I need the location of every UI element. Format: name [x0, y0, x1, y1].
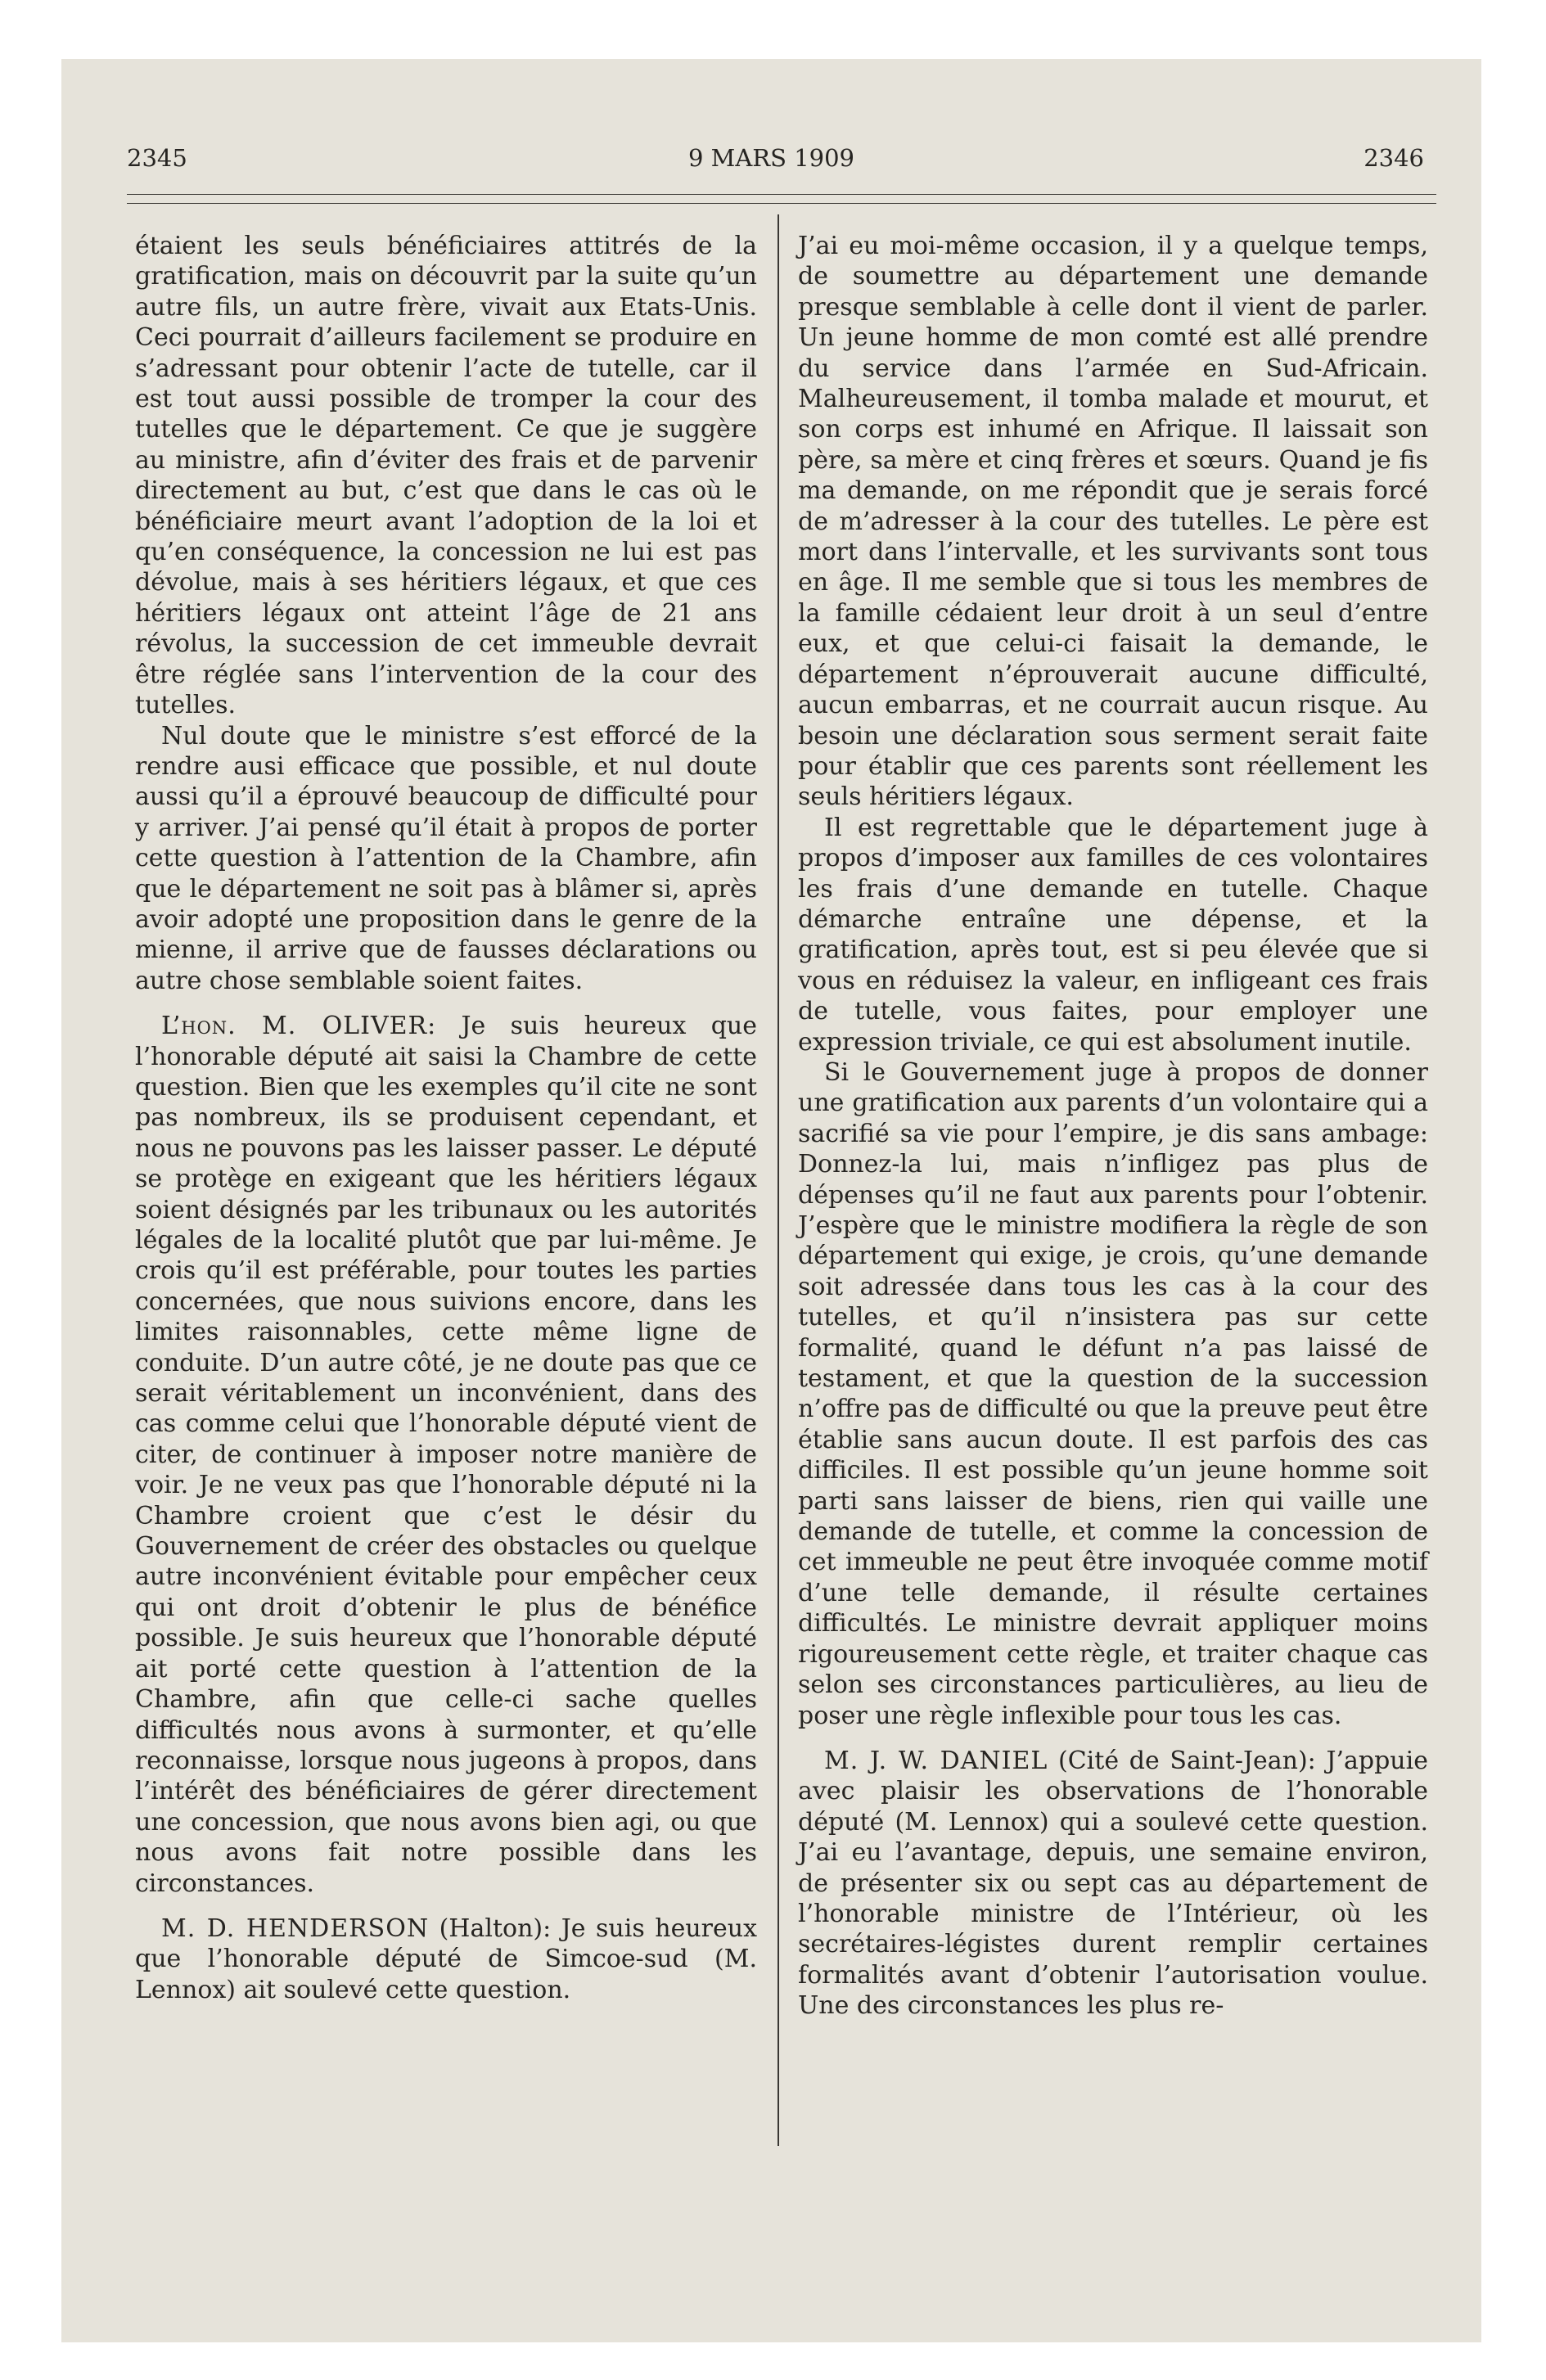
document-page [61, 59, 1481, 2342]
paragraph: étaient les seuls bénéficiaires attitrés de la gratification, mais on découvrit par la suite qu’un autre fils, un autre frère, vivait aux Etats-Unis. Ceci pourrait d’ailleurs facilement se produire en s’adressant pour obtenir l’acte de tutelle, car il est tout aussi possible de tromper la cour des tutelles que le département. Ce que je suggère au ministre, afin d’éviter des frais et de parvenir directement au but, c’est que dans le cas où le bénéficiaire meurt avant l’adoption de la loi et qu’en conséquence, la concession ne lui est pas dévolue, mais à ses héritiers légaux, et que ces héritiers légaux ont atteint l’âge de 21 ans révolus, la succession de cet immeuble devrait être réglée sans l’intervention de la cour des tutelles. [135, 232, 757, 720]
paragraph: Il est regrettable que le département juge à propos d’imposer aux familles de ces volontaires les frais d’une demande en tutelle. Chaque démarche entraîne une dépense, et la gratification, après tout, est si peu élevée que si vous en réduisez la valeur, en infligeant ces frais de tutelle, vous faites, pour employer une expression triviale, ce qui est absolument inutile. [798, 813, 1428, 1057]
speaker-name: L’hon. M. OLIVER: [161, 1012, 437, 1041]
speaker-name: M. D. HENDERSON [161, 1913, 430, 1943]
speaker-name: M. J. W. DANIEL [824, 1746, 1048, 1775]
speech-text: Je suis heureux que l’honorable député ait saisi la Chambre de cette question. Bien que les exemples qu’il cite ne sont pas nombreux, ils se produisent cependant, et nous ne pouvons pas les laisser passer. Le député se protège en exigeant que les héritiers légaux soient désignés par les tribunaux ou les autorités légales de la localité plutôt que par lui-même. Je crois qu’il est préférable, pour toutes les parties concernées, que nous suivions encore, dans les limites raisonnables, cette même ligne de conduite. D’un autre côté, je ne doute pas que ce serait véritablement un inconvénient, dans des cas comme celui que l’honorable député vient de citer, de continuer à imposer notre manière de voir. Je ne veux pas que l’honorable député ni la Chambre croient que c’est le désir du Gouvernement de créer des obstacles ou quelque autre inconvénient évitable pour empêcher ceux qui ont droit d’obtenir le plus de bénéfice possible. Je suis heureux que l’honorable député ait porté cette question à l’attention de la Chambre, afin que celle-ci sache quelles difficultés nous avons à surmonter, et qu’elle reconnaisse, lorsque nous jugeons à propos, dans l’intérêt des bénéficiaires de gérer directement une concession, que nous avons bien agi, ou que nous avons fait notre possible dans les circonstances. [135, 1012, 757, 1898]
paragraph: Nul doute que le ministre s’est efforcé de la rendre ausi efficace que possible, et nul doute aussi qu’il a éprouvé beaucoup de difficulté pour y arriver. J’ai pensé qu’il était à propos de porter cette question à l’attention de la Chambre, afin que le département ne soit pas à blâmer si, après avoir adopté une proposition dans le genre de la mienne, il arrive que de fausses déclarations ou autre chose semblable soient faites. [135, 721, 757, 995]
speech-text: (Cité de Saint-Jean): J’appuie avec plaisir les observations de l’honorable député (M. Lennox) qui a soulevé cette question. J’ai eu l’avantage, depuis, une semaine environ, de présenter six ou sept cas au département de l’honorable ministre de l’Intérieur, où les secrétaires-légistes durent remplir certaines formalités avant d’obtenir l’autorisation voulue. Une des circonstances les plus re- [798, 1746, 1428, 2021]
page-number-left: 2345 [127, 144, 187, 172]
page-header [61, 144, 1481, 193]
speech-paragraph [798, 1746, 1428, 2022]
page-number-right: 2346 [1363, 144, 1424, 172]
speech-text: (Halton): Je suis heureux que l’honorable député de Simcoe-sud (M. Lennox) ait soulevé cette question. [135, 1913, 757, 2004]
speech-paragraph [135, 1011, 757, 1899]
paragraph: Si le Gouvernement juge à propos de donner une gratification aux parents d’un volontaire qui a sacrifié sa vie pour l’empire, je dis sans ambage: Donnez-la lui, mais n’infligez pas plus de dépenses qu’il ne faut aux parents pour l’obtenir. J’espère que le ministre modifiera la règle de son département qui exige, je crois, qu’une demande soit adressée dans tous les cas à la cour des tutelles, et qu’il n’insistera pas sur cette formalité, quand le défunt n’a pas laissé de testament, et que la question de la succession n’offre pas de difficulté ou que la preuve peut être établie sans aucun doute. Il est parfois des cas difficiles. Il est possible qu’un jeune homme soit parti sans laisser de biens, rien qui vaille une demande de tutelle, et comme la concession de cet immeuble ne peut être invoquée comme motif d’une telle demande, il résulte certaines difficultés. Le ministre devrait appliquer moins rigoureusement cette règle, et traiter chaque cas selon ses circonstances particulières, au lieu de poser une règle inflexible pour tous les cas. [798, 1057, 1428, 1730]
page-date: 9 MARS 1909 [687, 144, 855, 172]
right-column [798, 231, 1428, 2022]
paragraph: J’ai eu moi-même occasion, il y a quelque temps, de soumettre au département une demande presque semblable à celle dont il vient de parler. Un jeune homme de mon comté est allé prendre du service dans l’armée en Sud-Africain. Malheureusement, il tomba malade et mourut, et son corps est inhumé en Afrique. Il laissait son père, sa mère et cinq frères et sœurs. Quand je fis ma demande, on me répondit que je serais forcé de m’adresser à la cour des tutelles. Le père est mort dans l’intervalle, et les survivants sont tous en âge. Il me semble que si tous les membres de la famille cédaient leur droit à un seul d’entre eux, et que celui-ci faisait la demande, le département n’éprouverait aucune difficulté, aucun embarras, et ne courrait aucun risque. Au besoin une déclaration sous serment serait faite pour établir que ces parents sont réellement les seuls héritiers légaux. [798, 232, 1428, 812]
header-rule-top [127, 194, 1436, 195]
speech-paragraph [135, 1913, 757, 2005]
left-column [135, 231, 757, 2005]
header-rule-bottom [127, 203, 1436, 204]
column-divider [778, 214, 779, 2146]
